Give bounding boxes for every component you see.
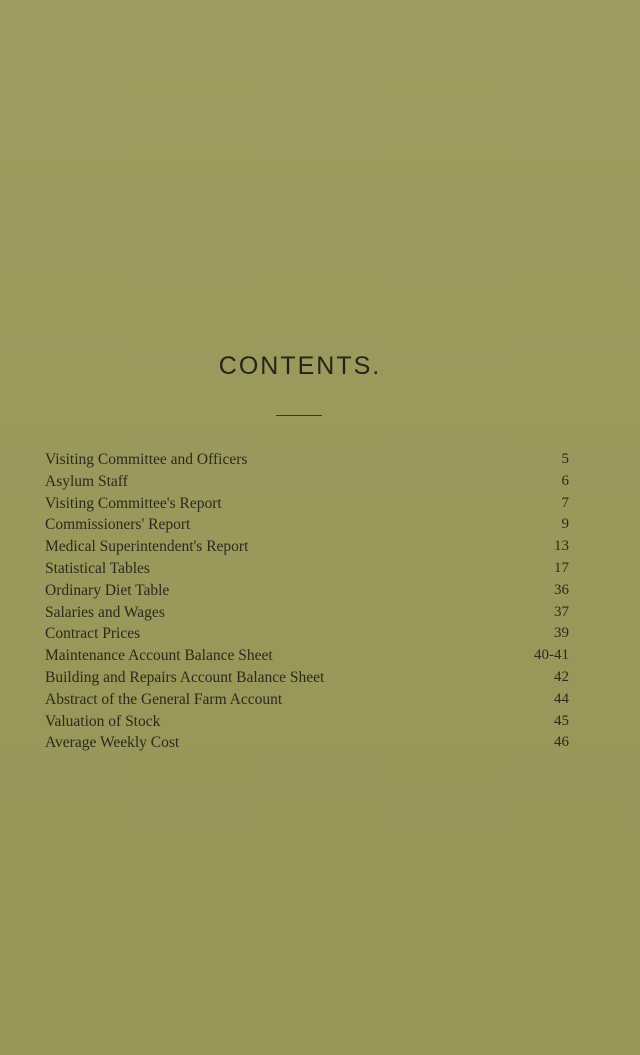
toc-entry bbox=[45, 711, 569, 733]
toc-entry bbox=[45, 602, 569, 624]
title-rule bbox=[276, 415, 322, 416]
toc-entry-title: Contract Prices bbox=[45, 625, 141, 643]
toc-entry-title: Statistical Tables bbox=[45, 559, 150, 577]
toc-entry bbox=[45, 493, 569, 515]
toc-entry-page-number: 46 bbox=[554, 734, 569, 751]
toc-entry bbox=[45, 667, 569, 689]
toc-entry-page-number: 9 bbox=[561, 516, 569, 533]
toc-entry-page-number: 42 bbox=[554, 668, 569, 685]
toc-entry-page-number: 45 bbox=[554, 712, 569, 729]
toc-entry bbox=[45, 580, 569, 602]
toc-entry bbox=[45, 471, 569, 493]
toc-entry-page-number: 37 bbox=[554, 603, 569, 620]
toc-entry-title: Visiting Committee and Officers bbox=[45, 451, 248, 468]
toc-entry-title: Medical Superintendent's Report bbox=[45, 538, 249, 556]
toc-entry-title: Building and Repairs Account Balance Sheet bbox=[45, 668, 325, 686]
toc-entry-title: Valuation of Stock bbox=[45, 712, 161, 730]
toc-entry-page-number: 17 bbox=[554, 559, 569, 576]
toc-entry-page-number: 6 bbox=[561, 472, 569, 489]
toc-entry bbox=[45, 449, 569, 471]
toc-entry bbox=[45, 514, 569, 536]
toc-entry-title: Ordinary Diet Table bbox=[45, 581, 170, 599]
table-of-contents bbox=[45, 449, 569, 754]
toc-entry-page-number: 44 bbox=[554, 690, 569, 707]
toc-entry-title: Salaries and Wages bbox=[45, 603, 165, 621]
toc-entry-title: Asylum Staff bbox=[45, 472, 128, 490]
page-title: CONTENTS. bbox=[218, 352, 382, 380]
toc-entry-title: Maintenance Account Balance Sheet bbox=[45, 647, 273, 665]
toc-entry-title: Commissioners' Report bbox=[45, 516, 191, 534]
toc-entry-title: Average Weekly Cost bbox=[45, 734, 180, 752]
toc-entry-title: Abstract of the General Farm Account bbox=[45, 690, 283, 708]
toc-entry bbox=[45, 645, 569, 667]
toc-entry bbox=[45, 732, 569, 754]
toc-entry bbox=[45, 536, 569, 558]
toc-entry-page-number: 36 bbox=[554, 581, 569, 598]
toc-entry-page-number: 7 bbox=[561, 494, 569, 511]
toc-entry-title: Visiting Committee's Report bbox=[45, 494, 222, 512]
toc-entry-page-number: 39 bbox=[554, 625, 569, 642]
toc-entry bbox=[45, 558, 569, 580]
toc-entry-page-number: 40-41 bbox=[534, 647, 569, 664]
toc-entry-page-number: 13 bbox=[554, 538, 569, 555]
toc-entry bbox=[45, 623, 569, 645]
toc-entry bbox=[45, 689, 569, 711]
toc-entry-page-number: 5 bbox=[561, 451, 569, 467]
